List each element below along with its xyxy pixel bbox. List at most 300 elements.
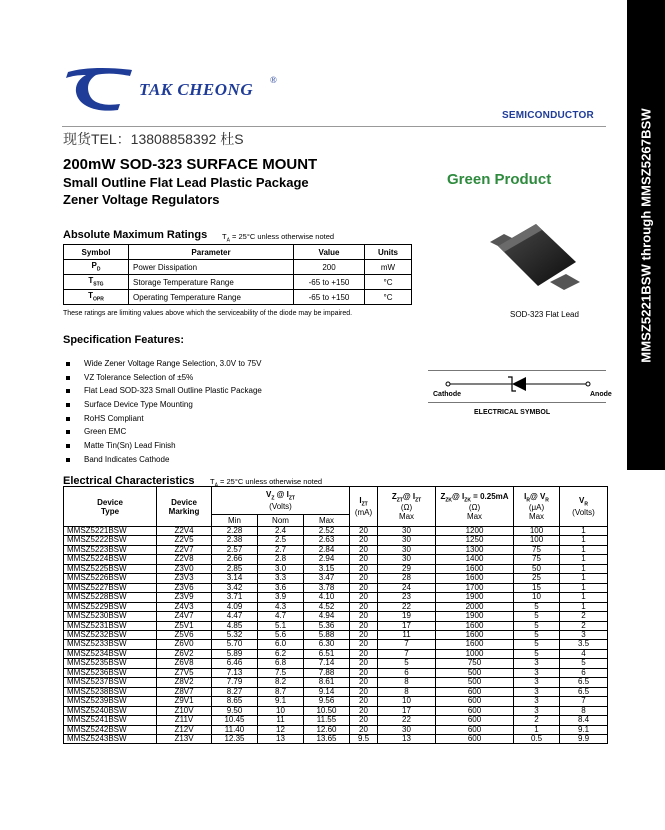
cell-device-type: MMSZ5232BSW bbox=[64, 630, 157, 639]
cell-device-type: MMSZ5241BSW bbox=[64, 716, 157, 725]
cell-zzk-max: 600 bbox=[436, 697, 514, 706]
amr-symbol: $T_{OPR}$ bbox=[64, 290, 129, 305]
cell-izt: 20 bbox=[350, 640, 378, 649]
cell-zzk-max: 500 bbox=[436, 678, 514, 687]
header-zzk: $Z_{ZK}@$ $I_{ZK} = 0.25mA$ (Ω) Max bbox=[436, 487, 514, 527]
table-row bbox=[64, 593, 608, 602]
cell-ir-max: 5 bbox=[514, 612, 560, 621]
cell-vz-min: 10.45 bbox=[212, 716, 258, 725]
cell-device-type: MMSZ5228BSW bbox=[64, 593, 157, 602]
cell-vr: 1 bbox=[560, 602, 608, 611]
cell-device-marking: Z10V bbox=[157, 706, 212, 715]
cell-vz-nom: 13 bbox=[258, 734, 304, 743]
cell-vr: 3.5 bbox=[560, 640, 608, 649]
cell-zzt-max: 8 bbox=[378, 678, 436, 687]
cell-izt: 20 bbox=[350, 583, 378, 592]
cell-vz-min: 8.65 bbox=[212, 697, 258, 706]
cell-vz-min: 3.42 bbox=[212, 583, 258, 592]
amr-units: °C bbox=[365, 290, 412, 305]
cell-zzk-max: 2000 bbox=[436, 602, 514, 611]
cell-vz-min: 12.35 bbox=[212, 734, 258, 743]
header-izt: $I_{ZT}$ (mA) bbox=[350, 487, 378, 527]
cell-vr: 8.4 bbox=[560, 716, 608, 725]
bullet-icon bbox=[66, 376, 70, 380]
table-row bbox=[64, 555, 608, 564]
cell-device-type: MMSZ5243BSW bbox=[64, 734, 157, 743]
cell-zzk-max: 1900 bbox=[436, 593, 514, 602]
table-row bbox=[64, 678, 608, 687]
cell-vz-nom: 2.5 bbox=[258, 536, 304, 545]
cell-vz-max: 2.94 bbox=[304, 555, 350, 564]
cell-vz-max: 7.88 bbox=[304, 668, 350, 677]
cell-vz-max: 4.94 bbox=[304, 612, 350, 621]
cell-device-marking: Z11V bbox=[157, 716, 212, 725]
cell-vz-nom: 8.2 bbox=[258, 678, 304, 687]
cell-ir-max: 5 bbox=[514, 630, 560, 639]
cell-vz-nom: 4.7 bbox=[258, 612, 304, 621]
green-product-label: Green Product bbox=[447, 171, 552, 188]
cell-zzt-max: 11 bbox=[378, 630, 436, 639]
cell-vz-min: 4.09 bbox=[212, 602, 258, 611]
cell-vz-min: 8.27 bbox=[212, 687, 258, 696]
side-title-bar bbox=[627, 0, 665, 470]
cell-vz-nom: 11 bbox=[258, 716, 304, 725]
header-ir: $I_R@$ $V_R$ (μA) Max bbox=[514, 487, 560, 527]
header-device-marking: Device Marking bbox=[157, 487, 212, 527]
cell-ir-max: 25 bbox=[514, 574, 560, 583]
cell-vz-max: 6.30 bbox=[304, 640, 350, 649]
cell-izt: 20 bbox=[350, 678, 378, 687]
cell-ir-max: 3 bbox=[514, 678, 560, 687]
sod323-package-image bbox=[476, 212, 596, 308]
table-row bbox=[64, 260, 412, 275]
cell-ir-max: 5 bbox=[514, 640, 560, 649]
cell-vz-nom: 12 bbox=[258, 725, 304, 734]
cell-device-type: MMSZ5237BSW bbox=[64, 678, 157, 687]
cell-vz-min: 2.85 bbox=[212, 564, 258, 573]
header-zzt: $Z_{ZT}@$ $I_{ZT}$ (Ω) Max bbox=[378, 487, 436, 527]
cell-vz-nom: 6.8 bbox=[258, 659, 304, 668]
document-title: 200mW SOD-323 SURFACE MOUNT bbox=[63, 156, 318, 173]
cell-vz-max: 10.50 bbox=[304, 706, 350, 715]
amr-parameter: Power Dissipation bbox=[129, 260, 294, 275]
cell-vz-min: 2.57 bbox=[212, 545, 258, 554]
table-row bbox=[64, 290, 412, 305]
cell-zzt-max: 13 bbox=[378, 734, 436, 743]
cell-ir-max: 3 bbox=[514, 668, 560, 677]
cell-zzt-max: 7 bbox=[378, 640, 436, 649]
cell-zzk-max: 600 bbox=[436, 734, 514, 743]
table-row bbox=[64, 612, 608, 621]
table-row bbox=[64, 545, 608, 554]
cell-vr: 2 bbox=[560, 612, 608, 621]
registered-mark: ® bbox=[270, 75, 277, 85]
cell-zzt-max: 24 bbox=[378, 583, 436, 592]
cell-vr: 6.5 bbox=[560, 678, 608, 687]
cell-ir-max: 15 bbox=[514, 583, 560, 592]
amr-symbol: $P_D$ bbox=[64, 260, 129, 275]
cell-device-marking: Z6V2 bbox=[157, 649, 212, 658]
cell-izt: 20 bbox=[350, 668, 378, 677]
cell-vz-min: 4.85 bbox=[212, 621, 258, 630]
cell-vz-max: 9.14 bbox=[304, 687, 350, 696]
cell-vr: 1 bbox=[560, 555, 608, 564]
bullet-icon bbox=[66, 362, 70, 366]
cell-zzk-max: 1600 bbox=[436, 574, 514, 583]
cell-izt: 20 bbox=[350, 659, 378, 668]
cell-vz-nom: 3.9 bbox=[258, 593, 304, 602]
cell-zzk-max: 600 bbox=[436, 706, 514, 715]
cell-vz-max: 13.65 bbox=[304, 734, 350, 743]
cell-izt: 20 bbox=[350, 536, 378, 545]
cell-izt: 20 bbox=[350, 716, 378, 725]
cell-ir-max: 1 bbox=[514, 725, 560, 734]
cell-device-type: MMSZ5234BSW bbox=[64, 649, 157, 658]
header-vz: $V_Z$ @ $I_{ZT}$ (Volts) bbox=[212, 487, 350, 515]
cell-ir-max: 5 bbox=[514, 649, 560, 658]
amr-units: mW bbox=[365, 260, 412, 275]
document-subtitle-1: Small Outline Flat Lead Plastic Package bbox=[63, 175, 309, 190]
cell-device-type: MMSZ5238BSW bbox=[64, 687, 157, 696]
cell-zzt-max: 22 bbox=[378, 716, 436, 725]
cell-vz-min: 5.89 bbox=[212, 649, 258, 658]
bullet-icon bbox=[66, 430, 70, 434]
cell-vr: 4 bbox=[560, 649, 608, 658]
cell-vz-max: 8.61 bbox=[304, 678, 350, 687]
table-row bbox=[64, 583, 608, 592]
cell-ir-max: 10 bbox=[514, 593, 560, 602]
cell-zzt-max: 22 bbox=[378, 602, 436, 611]
cell-vz-min: 2.28 bbox=[212, 527, 258, 536]
cell-vz-max: 3.78 bbox=[304, 583, 350, 592]
cell-vz-min: 6.46 bbox=[212, 659, 258, 668]
cell-ir-max: 100 bbox=[514, 527, 560, 536]
cell-vr: 1 bbox=[560, 583, 608, 592]
cell-vz-nom: 10 bbox=[258, 706, 304, 715]
electrical-characteristics-table bbox=[63, 486, 608, 744]
cell-zzt-max: 17 bbox=[378, 621, 436, 630]
ec-note: $T_A = 25^\circ C$ unless otherwise noted bbox=[210, 477, 323, 489]
cell-device-type: MMSZ5233BSW bbox=[64, 640, 157, 649]
cell-izt: 20 bbox=[350, 555, 378, 564]
cell-ir-max: 5 bbox=[514, 602, 560, 611]
cell-ir-max: 50 bbox=[514, 564, 560, 573]
cell-zzt-max: 7 bbox=[378, 649, 436, 658]
cell-vz-max: 3.47 bbox=[304, 574, 350, 583]
cell-device-marking: Z2V5 bbox=[157, 536, 212, 545]
cell-zzt-max: 28 bbox=[378, 574, 436, 583]
header-vz-min: Min bbox=[212, 515, 258, 527]
cell-vr: 9.9 bbox=[560, 734, 608, 743]
table-row bbox=[64, 536, 608, 545]
cell-zzk-max: 600 bbox=[436, 725, 514, 734]
cell-izt: 20 bbox=[350, 725, 378, 734]
cell-device-marking: Z3V9 bbox=[157, 593, 212, 602]
cell-zzk-max: 1600 bbox=[436, 630, 514, 639]
amr-parameter: Operating Temperature Range bbox=[129, 290, 294, 305]
cell-zzt-max: 30 bbox=[378, 545, 436, 554]
table-row bbox=[64, 574, 608, 583]
cell-vr: 6.5 bbox=[560, 687, 608, 696]
cell-vz-nom: 7.5 bbox=[258, 668, 304, 677]
cell-zzk-max: 600 bbox=[436, 716, 514, 725]
cell-zzt-max: 30 bbox=[378, 527, 436, 536]
bullet-icon bbox=[66, 403, 70, 407]
cell-vz-min: 7.13 bbox=[212, 668, 258, 677]
amr-symbol: $T_{STG}$ bbox=[64, 275, 129, 290]
amr-units: °C bbox=[365, 275, 412, 290]
cell-ir-max: 100 bbox=[514, 536, 560, 545]
bullet-icon bbox=[66, 417, 70, 421]
cell-device-type: MMSZ5223BSW bbox=[64, 545, 157, 554]
cell-vr: 7 bbox=[560, 697, 608, 706]
cell-izt: 20 bbox=[350, 564, 378, 573]
cell-vz-min: 9.50 bbox=[212, 706, 258, 715]
cell-vz-min: 7.79 bbox=[212, 678, 258, 687]
cell-izt: 20 bbox=[350, 621, 378, 630]
cell-izt: 20 bbox=[350, 630, 378, 639]
cell-zzk-max: 1000 bbox=[436, 649, 514, 658]
amr-footnote: These ratings are limiting values above which the serviceability of the diode may be impaired. bbox=[63, 310, 353, 317]
table-row bbox=[64, 697, 608, 706]
cell-vz-max: 4.52 bbox=[304, 602, 350, 611]
cell-ir-max: 3 bbox=[514, 687, 560, 696]
contact-line: 现货TEL：13808858392 杜S bbox=[63, 131, 244, 147]
cell-zzt-max: 19 bbox=[378, 612, 436, 621]
cell-zzk-max: 1250 bbox=[436, 536, 514, 545]
cell-izt: 20 bbox=[350, 593, 378, 602]
cell-vr: 3 bbox=[560, 630, 608, 639]
cell-zzt-max: 6 bbox=[378, 668, 436, 677]
amr-title: Absolute Maximum Ratings bbox=[63, 229, 208, 241]
cell-device-marking: Z2V8 bbox=[157, 555, 212, 564]
bullet-icon bbox=[66, 389, 70, 393]
cell-vz-min: 11.40 bbox=[212, 725, 258, 734]
header-divider bbox=[62, 126, 606, 127]
cell-vz-nom: 2.4 bbox=[258, 527, 304, 536]
cell-vr: 1 bbox=[560, 527, 608, 536]
cell-vz-max: 9.56 bbox=[304, 697, 350, 706]
cell-vz-min: 2.66 bbox=[212, 555, 258, 564]
table-row bbox=[64, 659, 608, 668]
cell-vz-nom: 4.3 bbox=[258, 602, 304, 611]
cell-zzt-max: 8 bbox=[378, 687, 436, 696]
table-row bbox=[64, 275, 412, 290]
electrical-symbol-caption: ELECTRICAL SYMBOL bbox=[474, 409, 551, 416]
cell-zzk-max: 1600 bbox=[436, 621, 514, 630]
cell-zzk-max: 1200 bbox=[436, 527, 514, 536]
header-device-type: Device Type bbox=[64, 487, 157, 527]
cell-ir-max: 3 bbox=[514, 706, 560, 715]
cell-device-marking: Z9V1 bbox=[157, 697, 212, 706]
document-subtitle-2: Zener Voltage Regulators bbox=[63, 192, 220, 207]
cell-vz-nom: 3.3 bbox=[258, 574, 304, 583]
cell-device-marking: Z13V bbox=[157, 734, 212, 743]
amr-parameter: Storage Temperature Range bbox=[129, 275, 294, 290]
cell-vz-nom: 5.6 bbox=[258, 630, 304, 639]
cell-vz-max: 2.84 bbox=[304, 545, 350, 554]
cell-vr: 1 bbox=[560, 564, 608, 573]
cell-device-marking: Z2V4 bbox=[157, 527, 212, 536]
amr-value: -65 to +150 bbox=[294, 275, 365, 290]
cell-device-type: MMSZ5224BSW bbox=[64, 555, 157, 564]
cell-vr: 2 bbox=[560, 621, 608, 630]
cell-device-type: MMSZ5221BSW bbox=[64, 527, 157, 536]
table-row bbox=[64, 687, 608, 696]
cell-vz-nom: 9.1 bbox=[258, 697, 304, 706]
cell-vr: 1 bbox=[560, 593, 608, 602]
cell-izt: 20 bbox=[350, 612, 378, 621]
cell-izt: 20 bbox=[350, 649, 378, 658]
amr-note: $T_A = 25^\circ C$ unless otherwise noted bbox=[222, 232, 335, 244]
table-row bbox=[64, 621, 608, 630]
cell-izt: 9.5 bbox=[350, 734, 378, 743]
amr-header-units: Units bbox=[365, 245, 412, 260]
cell-device-marking: Z5V1 bbox=[157, 621, 212, 630]
cell-zzt-max: 10 bbox=[378, 697, 436, 706]
cell-device-marking: Z4V7 bbox=[157, 612, 212, 621]
cell-vz-max: 12.60 bbox=[304, 725, 350, 734]
cell-ir-max: 0.5 bbox=[514, 734, 560, 743]
cell-zzt-max: 17 bbox=[378, 706, 436, 715]
table-row bbox=[64, 734, 608, 743]
ec-title: Electrical Characteristics bbox=[63, 475, 195, 487]
amr-header-value: Value bbox=[294, 245, 365, 260]
cell-zzk-max: 600 bbox=[436, 687, 514, 696]
cell-ir-max: 3 bbox=[514, 697, 560, 706]
cell-vz-max: 7.14 bbox=[304, 659, 350, 668]
cell-vr: 1 bbox=[560, 536, 608, 545]
semiconductor-label: SEMICONDUCTOR bbox=[502, 110, 594, 121]
header-vz-max: Max bbox=[304, 515, 350, 527]
cell-vz-max: 6.51 bbox=[304, 649, 350, 658]
cell-device-type: MMSZ5242BSW bbox=[64, 725, 157, 734]
cell-vz-nom: 2.7 bbox=[258, 545, 304, 554]
zener-diode-symbol-icon bbox=[428, 372, 606, 392]
cell-vz-max: 2.63 bbox=[304, 536, 350, 545]
cell-izt: 20 bbox=[350, 706, 378, 715]
cell-vz-nom: 2.8 bbox=[258, 555, 304, 564]
cell-vr: 1 bbox=[560, 545, 608, 554]
cell-vz-min: 5.32 bbox=[212, 630, 258, 639]
cell-vz-nom: 3.0 bbox=[258, 564, 304, 573]
cell-zzk-max: 500 bbox=[436, 668, 514, 677]
cell-vz-max: 5.88 bbox=[304, 630, 350, 639]
cell-vz-min: 2.38 bbox=[212, 536, 258, 545]
cell-device-marking: Z4V3 bbox=[157, 602, 212, 611]
cell-zzk-max: 1300 bbox=[436, 545, 514, 554]
cathode-label: Cathode bbox=[433, 391, 461, 398]
cell-zzt-max: 30 bbox=[378, 536, 436, 545]
package-caption: SOD-323 Flat Lead bbox=[510, 310, 579, 319]
cell-ir-max: 75 bbox=[514, 555, 560, 564]
bullet-icon bbox=[66, 458, 70, 462]
cell-device-type: MMSZ5236BSW bbox=[64, 668, 157, 677]
cell-izt: 20 bbox=[350, 527, 378, 536]
table-row bbox=[64, 527, 608, 536]
cell-zzk-max: 1600 bbox=[436, 564, 514, 573]
amr-value: 200 bbox=[294, 260, 365, 275]
cell-vz-nom: 8.7 bbox=[258, 687, 304, 696]
cell-vz-max: 4.10 bbox=[304, 593, 350, 602]
table-row bbox=[64, 716, 608, 725]
header-vr: $V_R$ (Volts) bbox=[560, 487, 608, 527]
cell-vr: 6 bbox=[560, 668, 608, 677]
side-title-text: MMSZ5221BSW through MMSZ5267BSW bbox=[638, 107, 654, 363]
cell-izt: 20 bbox=[350, 602, 378, 611]
cell-device-marking: Z8V2 bbox=[157, 678, 212, 687]
cell-device-type: MMSZ5222BSW bbox=[64, 536, 157, 545]
amr-table bbox=[63, 244, 412, 305]
amr-header-symbol: Symbol bbox=[64, 245, 129, 260]
cell-device-type: MMSZ5231BSW bbox=[64, 621, 157, 630]
table-row bbox=[64, 640, 608, 649]
cell-zzt-max: 30 bbox=[378, 725, 436, 734]
cell-izt: 20 bbox=[350, 697, 378, 706]
anode-label: Anode bbox=[590, 391, 612, 398]
cell-izt: 20 bbox=[350, 687, 378, 696]
table-row bbox=[64, 630, 608, 639]
cell-device-type: MMSZ5239BSW bbox=[64, 697, 157, 706]
cell-vz-min: 4.47 bbox=[212, 612, 258, 621]
cell-device-marking: Z3V6 bbox=[157, 583, 212, 592]
cell-device-marking: Z7V5 bbox=[157, 668, 212, 677]
cell-device-marking: Z5V6 bbox=[157, 630, 212, 639]
cell-vr: 1 bbox=[560, 574, 608, 583]
cell-izt: 20 bbox=[350, 574, 378, 583]
cell-vz-min: 3.14 bbox=[212, 574, 258, 583]
cell-vz-max: 2.52 bbox=[304, 527, 350, 536]
table-row bbox=[64, 649, 608, 658]
cell-zzk-max: 1400 bbox=[436, 555, 514, 564]
cell-device-type: MMSZ5226BSW bbox=[64, 574, 157, 583]
cell-vz-min: 5.70 bbox=[212, 640, 258, 649]
bullet-icon bbox=[66, 444, 70, 448]
amr-value: -65 to +150 bbox=[294, 290, 365, 305]
cell-vz-max: 5.36 bbox=[304, 621, 350, 630]
cell-ir-max: 5 bbox=[514, 621, 560, 630]
brand-name: TAK CHEONG bbox=[139, 80, 254, 99]
cell-device-type: MMSZ5227BSW bbox=[64, 583, 157, 592]
cell-zzk-max: 750 bbox=[436, 659, 514, 668]
cell-device-marking: Z3V3 bbox=[157, 574, 212, 583]
cell-vz-min: 3.71 bbox=[212, 593, 258, 602]
cell-ir-max: 2 bbox=[514, 716, 560, 725]
table-row bbox=[64, 602, 608, 611]
cell-device-marking: Z2V7 bbox=[157, 545, 212, 554]
cell-vz-nom: 3.6 bbox=[258, 583, 304, 592]
cell-zzt-max: 23 bbox=[378, 593, 436, 602]
cell-device-marking: Z3V0 bbox=[157, 564, 212, 573]
cell-vr: 9.1 bbox=[560, 725, 608, 734]
cell-ir-max: 75 bbox=[514, 545, 560, 554]
cell-izt: 20 bbox=[350, 545, 378, 554]
cell-vz-nom: 5.1 bbox=[258, 621, 304, 630]
table-row bbox=[64, 668, 608, 677]
cell-vr: 5 bbox=[560, 659, 608, 668]
cell-vz-nom: 6.0 bbox=[258, 640, 304, 649]
cell-ir-max: 3 bbox=[514, 659, 560, 668]
cell-device-type: MMSZ5229BSW bbox=[64, 602, 157, 611]
cell-zzt-max: 29 bbox=[378, 564, 436, 573]
cell-device-marking: Z12V bbox=[157, 725, 212, 734]
amr-header-parameter: Parameter bbox=[129, 245, 294, 260]
cell-zzk-max: 1900 bbox=[436, 612, 514, 621]
cell-device-marking: Z8V7 bbox=[157, 687, 212, 696]
cell-zzk-max: 1700 bbox=[436, 583, 514, 592]
cell-vr: 8 bbox=[560, 706, 608, 715]
cell-vz-nom: 6.2 bbox=[258, 649, 304, 658]
